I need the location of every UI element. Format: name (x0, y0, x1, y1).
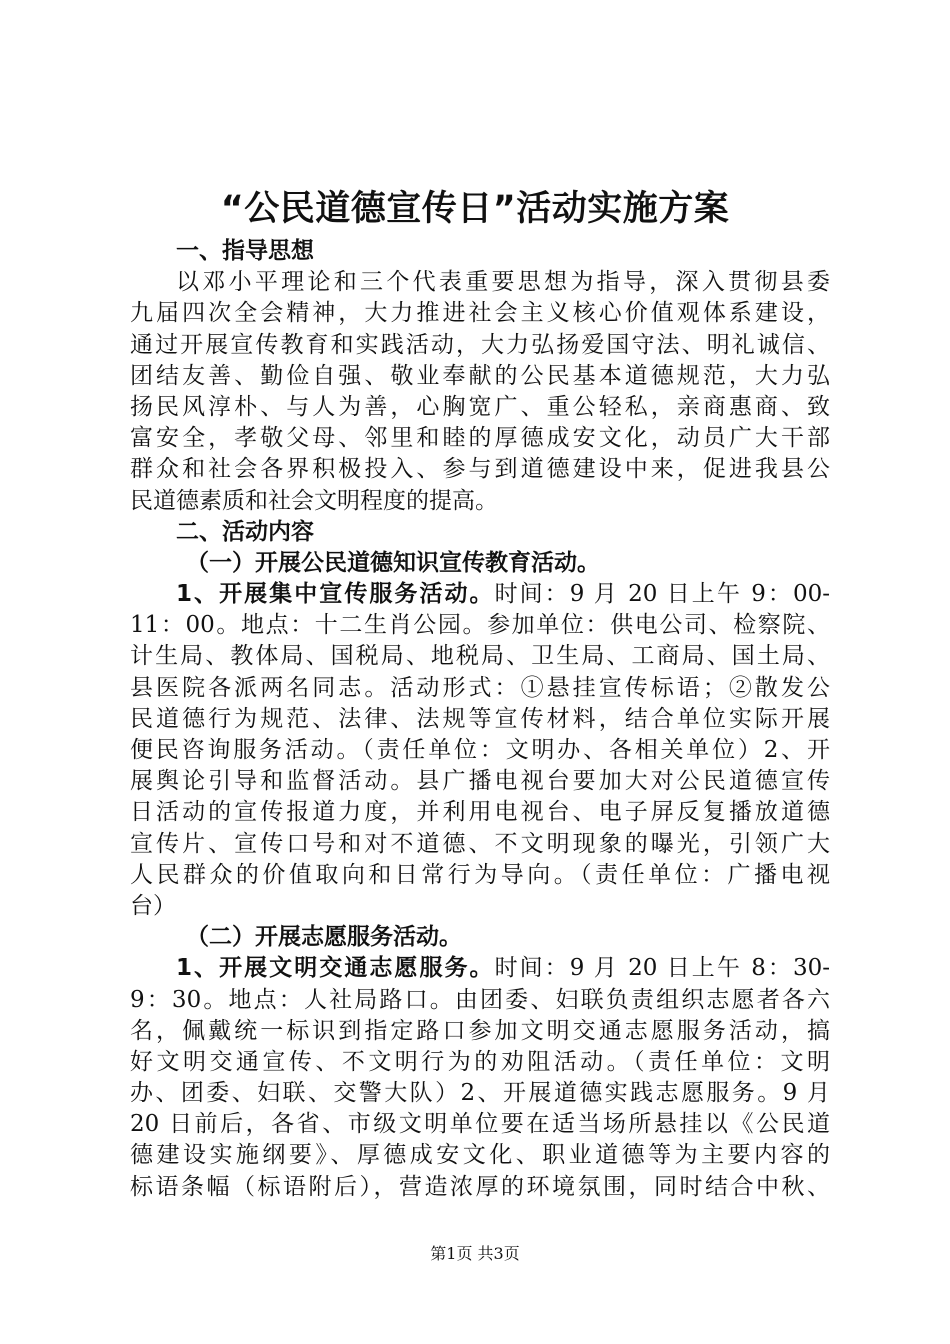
paragraph-line: 9：30。地点：人社局路口。由团委、妇联负责组织志愿者各六 (130, 986, 830, 1013)
paragraph-line: 宣传片、宣传口号和对不道德、不文明现象的曝光，引领广大 (130, 830, 830, 857)
item-heading-traffic-volunteer: 1、开展文明交通志愿服务。 (176, 955, 495, 982)
paragraph-line: 标语条幅（标语附后），营造浓厚的环境氛围，同时结合中秋、 (130, 1173, 830, 1200)
paragraph-line: 以邓小平理论和三个代表重要思想为指导，深入贯彻县委 (176, 269, 830, 296)
paragraph-line: 日活动的宣传报道力度，并利用电视台、电子屏反复播放道德 (130, 799, 830, 826)
section-heading-activity-content: 二、活动内容 (176, 518, 314, 545)
paragraph-line (130, 579, 830, 610)
document-body (130, 236, 830, 1203)
paragraph-line: 通过开展宣传教育和实践活动，大力弘扬爱国守法、明礼诚信、 (130, 331, 830, 358)
item-text: 时间：9 月 20 日上午 8：30- (494, 955, 830, 982)
paragraph-line (130, 953, 830, 984)
item-text: 时间：9 月 20 日上午 9：00- (494, 581, 830, 608)
paragraph-line: 好文明交通宣传、不文明行为的劝阻活动。（责任单位：文明 (130, 1048, 830, 1075)
paragraph-line: 民道德素质和社会文明程度的提高。 (130, 487, 498, 514)
paragraph-line: 团结友善、勤俭自强、敬业奉献的公民基本道德规范，大力弘 (130, 362, 830, 389)
paragraph-line: 便民咨询服务活动。（责任单位：文明办、各相关单位）2、开 (130, 737, 830, 763)
paragraph-line: 人民群众的价值取向和日常行为导向。（责任单位：广播电视 (130, 861, 830, 888)
paragraph-line: 展舆论引导和监督活动。县广播电视台要加大对公民道德宣传 (130, 768, 830, 795)
subsection-heading-volunteer: （二）开展志愿服务活动。 (186, 924, 462, 951)
paragraph-line: 群众和社会各界积极投入、参与到道德建设中来，促进我县公 (130, 456, 830, 483)
paragraph-line: 名，佩戴统一标识到指定路口参加文明交通志愿服务活动，搞 (130, 1017, 830, 1044)
paragraph-line: 扬民风淳朴、与人为善，心胸宽广、重公轻私，亲商惠商、致 (130, 393, 830, 420)
paragraph-line: 20 日前后，各省、市级文明单位要在适当场所悬挂以《公民道 (130, 1111, 830, 1138)
paragraph-line: 富安全，孝敬父母、邻里和睦的厚德成安文化，动员广大干部 (130, 425, 830, 452)
paragraph-line: 11：00。地点：十二生肖公园。参加单位：供电公司、检察院、 (130, 612, 830, 639)
document-title: “公民道德宣传日”活动实施方案 (220, 189, 730, 229)
page-number-footer: 第1页 共3页 (430, 1244, 520, 1263)
paragraph-line: 九届四次全会精神，大力推进社会主义核心价值观体系建设， (130, 300, 830, 327)
paragraph-line: 台） (130, 892, 176, 919)
section-heading-guiding-ideology: 一、指导思想 (176, 238, 314, 264)
paragraph-line: 德建设实施纲要》、厚德成安文化、职业道德等为主要内容的 (130, 1142, 830, 1169)
paragraph-line: 计生局、教体局、国税局、地税局、卫生局、工商局、国土局、 (130, 643, 830, 670)
paragraph-line: 民道德行为规范、法律、法规等宣传材料，结合单位实际开展 (130, 705, 830, 732)
subsection-heading-education: （一）开展公民道德知识宣传教育活动。 (186, 549, 600, 576)
paragraph-line: 办、团委、妇联、交警大队）2、开展道德实践志愿服务。9 月 (130, 1080, 830, 1107)
item-heading-publicity-service: 1、开展集中宣传服务活动。 (176, 581, 495, 608)
paragraph-line: 县医院各派两名同志。活动形式：①悬挂宣传标语；②散发公 (130, 674, 830, 701)
